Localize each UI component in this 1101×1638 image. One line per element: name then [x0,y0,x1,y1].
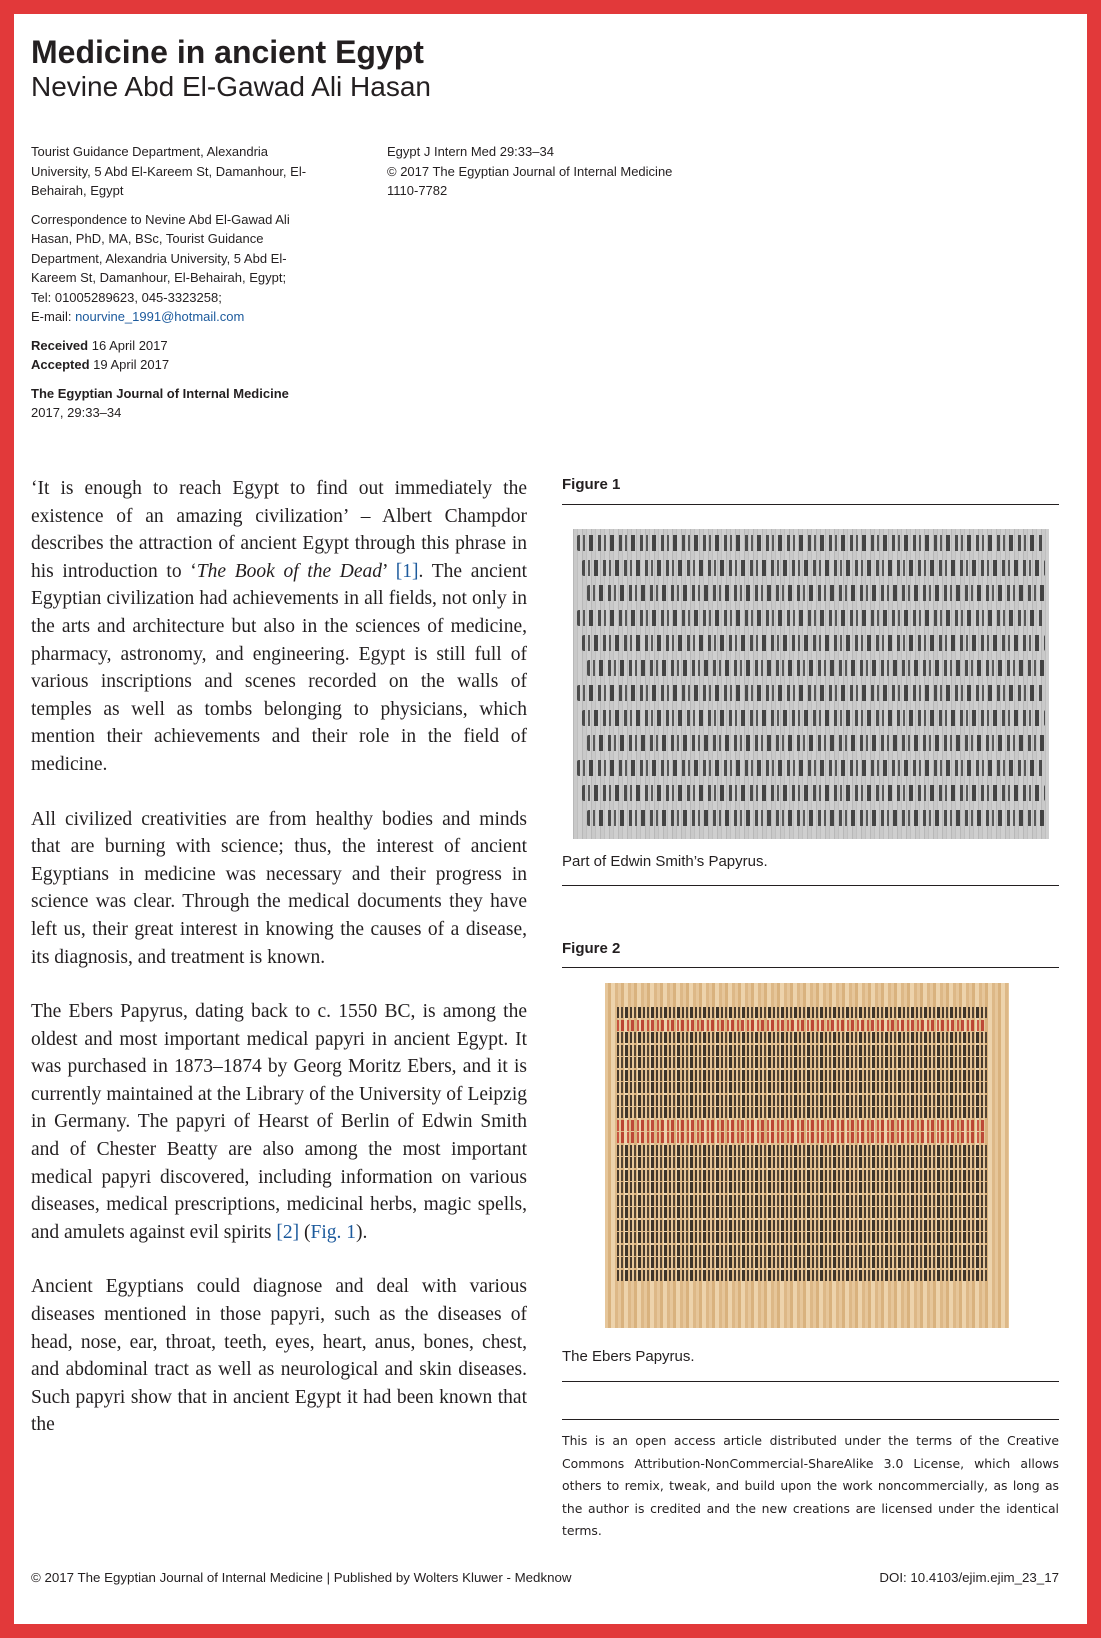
hieratic-text-line [617,1132,987,1143]
hieratic-text-line [617,1107,987,1118]
hieratic-text-line [617,1157,987,1168]
journal-meta-line-1: Egypt J Intern Med 29:33–34 [387,144,554,159]
article-page [14,14,1087,1624]
telephone: Tel: 01005289623, 045-3323258; [31,289,222,305]
p3-text-a: The Ebers Papyrus, dating back to c. 1550 BC, is among the oldest and most important medical papyri in ancient Egypt. It was purchased in 1873–1874 by Georg Moritz Ebers, and it is currently maintained at the Library of the University of Leipzig in Germany. The papyri of Hearst of Berlin of Edwin Smith and of Chester Beatty are also among the most important medical papyri discovered, including information on various diseases, medical prescriptions, medicinal herbs, magic spells, and amulets against evil spirits [31,1001,527,1243]
hieratic-text-line [617,1182,987,1193]
body-text [31,475,527,1466]
hieratic-text-line [577,535,1045,551]
paragraph-3 [31,998,527,1246]
book-title: The Book of the Dead [196,560,383,582]
journal-name: The Egyptian Journal of Internal Medicine [31,385,289,401]
figure-2-top-rule [562,967,1059,968]
hieratic-text-line [617,1057,987,1068]
hieratic-text-line [617,1145,987,1156]
figure-1-top-rule [562,504,1059,505]
reference-link-2[interactable]: [2] [276,1221,300,1243]
ebers-papyrus-image [605,983,1009,1328]
dates [31,336,331,375]
p3-text-mid: ( [299,1221,311,1243]
figure-link-1[interactable]: Fig. 1 [310,1221,356,1243]
figure-1-caption: Part of Edwin Smith’s Papyrus. [562,853,768,870]
paragraph-1 [31,475,527,779]
hieratic-text-line [617,1045,987,1056]
figure-1-label: Figure 1 [562,476,621,493]
hieratic-text-line [617,1270,987,1281]
email-link[interactable]: nourvine_1991@hotmail.com [75,309,245,324]
hieratic-text-line [617,1082,987,1093]
article-title: Medicine in ancient Egypt [31,34,424,70]
hieratic-text-line [587,735,1045,751]
hieratic-text-line [617,1120,987,1131]
figure-2 [562,938,1059,1408]
hieratic-text-line [577,610,1045,626]
affiliation: Tourist Guidance Department, Alexandria University, 5 Abd El-Kareem St, Damanhour, El-Behairah, Egypt [31,144,307,198]
journal-meta-line-3: 1110-7782 [387,183,448,198]
hieratic-text-line [582,710,1045,726]
hieratic-text-line [617,1020,987,1031]
p1-text-b: ’ [382,560,396,582]
hieratic-text-line [587,660,1045,676]
hieratic-text-line [582,635,1045,651]
footer-doi: DOI: 10.4103/ejim.ejim_23_17 [879,1570,1059,1585]
paragraph-4: Ancient Egyptians could diagnose and deal with various diseases mentioned in those papyri, such as the diseases of head, nose, ear, throat, teeth, eyes, heart, anus, bones, chest, and abdominal tract as well as neurological and skin diseases. Such papyri show that in ancient Egypt it had been known that the [31,1276,527,1436]
correspondence-text: Correspondence to Nevine Abd El-Gawad Ali Hasan, PhD, MA, BSc, Tourist Guidance Department, Alexandria University, 5 Abd El-Kareem St, Damanhour, El-Behairah, Egypt; [31,211,290,285]
hieratic-text-line [617,1220,987,1231]
hieratic-text-line [617,1007,987,1018]
hieratic-text-line [617,1232,987,1243]
p1-text-a: ‘It is enough to reach Egypt to find out immediately the existence of an amazing civilization’ – Albert Champdor describes the attraction of ancient Egypt through this phrase in his introduction to ‘ [31,478,527,582]
hieratic-text-line [587,810,1045,826]
hieratic-text-line [582,560,1045,576]
author-info [31,142,331,432]
accepted-label: Accepted [31,357,90,372]
hieratic-text-line [582,785,1045,801]
journal-meta-line-2: © 2017 The Egyptian Journal of Internal Medicine [387,163,673,179]
figure-1 [562,474,1059,894]
p1-text-c: . The ancient Egyptian civilization had achievements in all fields, not only in the arts and architecture but also in the sciences of medicine, pharmacy, astronomy, and engineering. Egypt is still full of various inscriptions and scenes recorded on the walls of temples as well as tombs belonging to physicians, which mention their achievements and their role in the field of medicine. [31,560,528,775]
hieratic-text-line [617,1257,987,1268]
license-rule [562,1419,1059,1420]
hieratic-text-line [617,1195,987,1206]
figure-2-bottom-rule [562,1381,1059,1382]
figure-1-bottom-rule [562,885,1059,886]
hieratic-text-line [577,760,1045,776]
email-label: E-mail: [31,309,76,324]
edwin-smith-papyrus-image [573,529,1049,839]
correspondence [31,210,331,327]
license-notice [562,1419,1059,1543]
hieratic-text-line [617,1170,987,1181]
footer-copyright: © 2017 The Egyptian Journal of Internal Medicine | Published by Wolters Kluwer - Medknow [31,1570,572,1585]
p3-text-end: ). [355,1221,368,1243]
journal-citation: 2017, 29:33–34 [31,405,122,420]
figure-2-caption: The Ebers Papyrus. [562,1348,695,1365]
received-label: Received [31,337,89,353]
hieratic-text-line [577,685,1045,701]
accepted-date: 19 April 2017 [93,357,170,372]
hieratic-text-line [617,1032,987,1043]
hieratic-text-line [617,1245,987,1256]
received-date: 16 April 2017 [91,337,168,353]
hieratic-text-line [617,1207,987,1218]
figure-2-label: Figure 2 [562,940,621,957]
reference-link-1[interactable]: [1] [395,560,419,582]
license-text: This is an open access article distributed under the terms of the Creative Commons Attribution-NonCommercial-ShareAlike 3.0 License, which allows others to remix, tweak, and build upon the work noncommercially, as long as the author is credited and the new creations are licensed under the identical terms. [562,1433,1059,1538]
paragraph-2: All civilized creativities are from healthy bodies and minds that are burning with science; thus, the interest of ancient Egyptians in medicine was necessary and their progress in science was clear. Through the medical documents they have left us, their great interest in knowing the causes of a disease, its diagnosis, and treatment is known. [31,808,527,968]
journal-block [31,384,331,423]
hieratic-text-line [617,1070,987,1081]
article-author: Nevine Abd El-Gawad Ali Hasan [31,71,431,102]
hieratic-text-line [617,1095,987,1106]
journal-meta [387,142,727,201]
hieratic-text-line [587,585,1045,601]
